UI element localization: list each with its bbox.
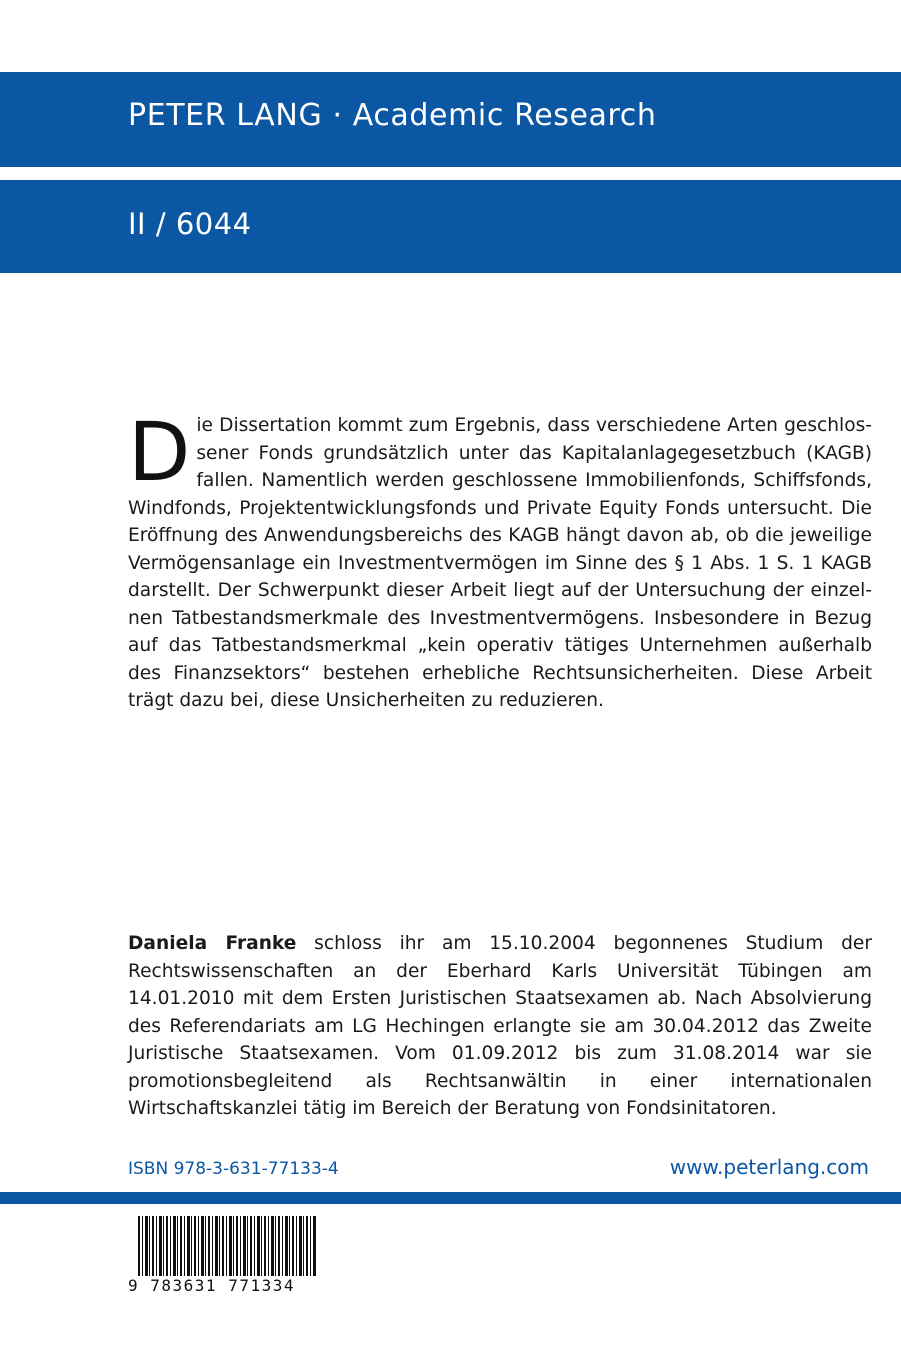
isbn-number: ISBN 978-3-631-77133-4 <box>128 1159 339 1179</box>
book-abstract <box>128 406 872 715</box>
footer-divider <box>0 1192 901 1204</box>
publisher-banner <box>0 72 901 167</box>
author-bio <box>128 930 872 1123</box>
barcode-digits: 9 783631 771334 <box>128 1276 295 1295</box>
drop-cap-letter: D <box>128 406 191 500</box>
author-bio-text: schloss ihr am 15.10.2004 begonnenes Studium der Rechtswissenschaften an der Eberhard Karls Universität Tübingen am 14.01.2010 mit dem Ersten Juristischen Staatsexamen ab. Nach Absolvierung des Referendariats am LG Hechingen erlangte sie am 30.04.2012 das Zweite Juristische Staatsexamen. Vom 01.09.2012 bis zum 31.08.2014 war sie promotionsbegleitend als Rechtsanwältin in einer internationalen Wirtschaftskanzlei tätig im Bereich der Beratung von Fondsinitatoren. <box>128 933 872 1119</box>
publisher-website-link[interactable]: www.peterlang.com <box>669 1155 869 1179</box>
author-name: Daniela Franke <box>128 933 297 954</box>
series-banner <box>0 180 901 273</box>
isbn-barcode <box>124 1216 320 1296</box>
abstract-text: ie Dissertation kommt zum Ergebnis, dass verschiedene Arten geschlossener Fonds grundsätzlich unter das Kapitalanlagegesetzbuch (KAGB) fallen. Namentlich werden geschlossene Immobilienfonds, Schiffsfonds, Windfonds, Projektentwicklungsfonds und Private Equity Fonds untersucht. Die Eröffnung des Anwendungsbereichs des KAGB hängt davon ab, ob die jeweilige Vermögensanlage ein Investmentvermögen im Sinne des § 1 Abs. 1 S. 1 KAGB darstellt. Der Schwerpunkt dieser Arbeit liegt auf der Untersuchung der einzelnen Tatbestandsmerkmale des Investmentvermögens. Insbesondere in Bezug auf das Tatbestandsmerkmal „kein operativ tätiges Unternehmen außerhalb des Finanzsektors“ bestehen erhebliche Rechtsunsicherheiten. Diese Arbeit trägt dazu bei, diese Unsicherheiten zu reduzieren. <box>128 415 872 711</box>
series-number: II / 6044 <box>128 207 252 241</box>
publisher-line: PETER LANG · Academic Research <box>128 98 657 133</box>
barcode-bars <box>138 1216 316 1276</box>
